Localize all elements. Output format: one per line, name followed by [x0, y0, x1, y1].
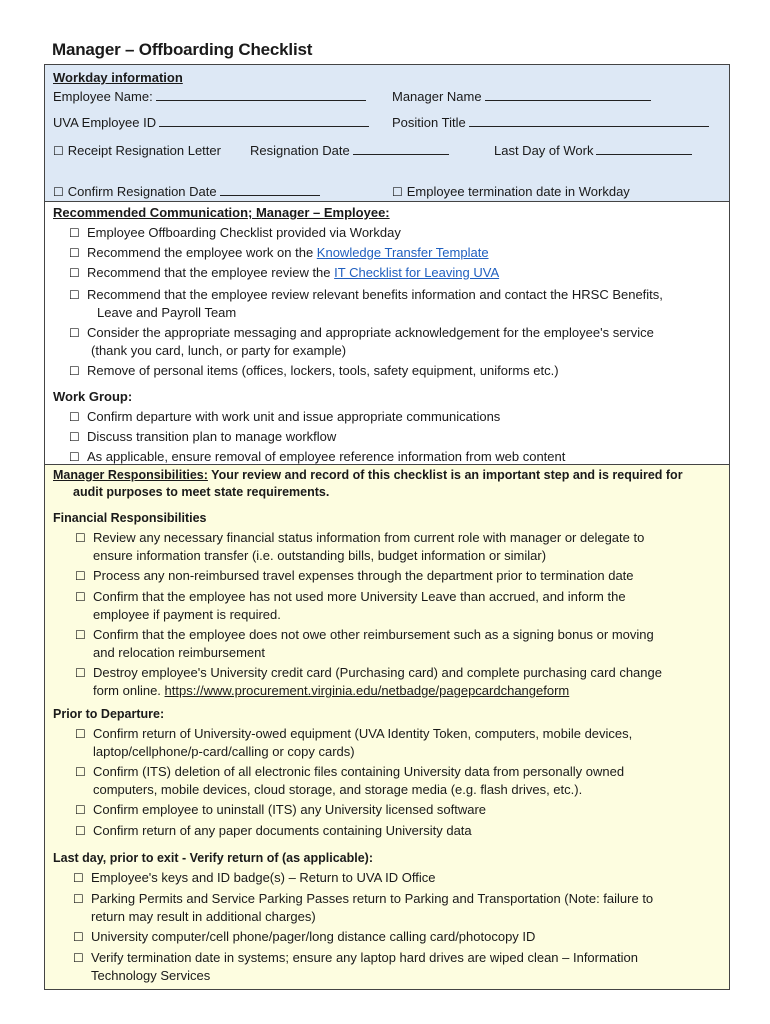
- list-item-text: Confirm return of any paper documents containing University data: [93, 823, 472, 838]
- list-item-text: Destroy employee's University credit card (Purchasing card) and complete purchasing card change: [93, 665, 662, 680]
- list-item-cont: employee if payment is required.: [93, 607, 281, 622]
- it-checklist-link[interactable]: IT Checklist for Leaving UVA: [334, 265, 500, 280]
- checkbox-icon[interactable]: ☐: [69, 326, 80, 340]
- checkbox-icon[interactable]: ☐: [69, 410, 80, 424]
- checkbox-icon[interactable]: ☐: [73, 892, 84, 906]
- manager-heading-cont: audit purposes to meet state requirements.: [73, 485, 330, 499]
- checkbox-icon[interactable]: ☐: [69, 430, 80, 444]
- list-item[interactable]: [73, 869, 721, 887]
- checkbox-icon[interactable]: ☐: [75, 590, 86, 604]
- list-item-text: Confirm return of University-owed equipment (UVA Identity Token, computers, mobile devices,: [93, 726, 633, 741]
- list-item-text: Review any necessary financial status information from current role with manager or delegate to: [93, 530, 645, 545]
- list-item[interactable]: ☐ Confirm departure with work unit and issue appropriate communications: [69, 409, 501, 424]
- checkbox-icon[interactable]: ☐: [392, 185, 403, 199]
- list-item-cont: form online. https://www.procurement.virginia.edu/netbadge/pagepcardchangeform: [93, 683, 570, 698]
- list-item-cont: and relocation reimbursement: [93, 645, 265, 660]
- checkbox-icon[interactable]: ☐: [69, 364, 80, 378]
- employee-name-field[interactable]: Employee Name:: [53, 89, 366, 104]
- checkbox-icon[interactable]: ☐: [69, 246, 80, 260]
- knowledge-transfer-link[interactable]: Knowledge Transfer Template: [316, 245, 489, 260]
- list-item-cont: laptop/cellphone/p-card/calling or copy cards): [93, 744, 355, 759]
- last-day-field[interactable]: Last Day of Work: [494, 143, 692, 158]
- list-item-text: Confirm that the employee has not used more University Leave than accrued, and inform the: [93, 589, 626, 604]
- position-title-field[interactable]: Position Title: [392, 115, 709, 130]
- receipt-letter-checkbox[interactable]: ☐ Receipt Resignation Letter: [53, 143, 221, 158]
- list-item[interactable]: [75, 801, 721, 819]
- financial-heading: Financial Responsibilities: [53, 511, 207, 525]
- checkbox-icon[interactable]: ☐: [73, 930, 84, 944]
- work-group-heading: Work Group:: [53, 389, 133, 404]
- checkbox-icon[interactable]: ☐: [75, 727, 86, 741]
- manager-heading: Manager Responsibilities: Your review and record of this checklist is an important step and is required for: [53, 468, 683, 482]
- checkbox-icon[interactable]: ☐: [75, 666, 86, 680]
- list-item-cont: return may result in additional charges): [91, 909, 316, 924]
- checkbox-icon[interactable]: ☐: [69, 450, 80, 464]
- checkbox-icon[interactable]: ☐: [73, 871, 84, 885]
- list-item[interactable]: [75, 529, 721, 564]
- list-item-text: Process any non-reimbursed travel expenses through the department prior to termination date: [93, 568, 634, 583]
- list-item-text: Confirm that the employee does not owe other reimbursement such as a signing bonus or moving: [93, 627, 654, 642]
- list-item[interactable]: [75, 763, 721, 798]
- list-item-cont: ensure information transfer (i.e. outstanding bills, budget information or similar): [93, 548, 547, 563]
- list-item-text: Confirm employee to uninstall (ITS) any University licensed software: [93, 802, 487, 817]
- checkbox-icon[interactable]: ☐: [53, 185, 64, 199]
- list-item-cont: Technology Services: [91, 968, 211, 983]
- list-item[interactable]: [75, 567, 721, 585]
- list-item[interactable]: [73, 928, 721, 946]
- manager-section: [45, 465, 729, 989]
- checkbox-icon[interactable]: ☐: [75, 803, 86, 817]
- checkbox-icon[interactable]: ☐: [75, 531, 86, 545]
- resignation-date-field[interactable]: Resignation Date: [250, 143, 449, 158]
- page-title: Manager – Offboarding Checklist: [52, 40, 313, 59]
- checkbox-icon[interactable]: ☐: [75, 628, 86, 642]
- list-item[interactable]: [75, 588, 721, 623]
- list-item[interactable]: [75, 626, 721, 661]
- list-item[interactable]: [75, 822, 721, 840]
- list-item-text: Parking Permits and Service Parking Passes return to Parking and Transportation (Note: failure to: [91, 891, 654, 906]
- checkbox-icon[interactable]: ☐: [75, 765, 86, 779]
- list-item[interactable]: ☐ Employee Offboarding Checklist provided via Workday: [69, 225, 401, 240]
- checkbox-icon[interactable]: ☐: [69, 266, 80, 280]
- list-item[interactable]: [75, 725, 721, 760]
- checkbox-icon[interactable]: ☐: [69, 226, 80, 240]
- list-item[interactable]: ☐ Recommend that the employee review the IT Checklist for Leaving UVA: [69, 265, 500, 280]
- last-day-heading: Last day, prior to exit - Verify return of (as applicable):: [53, 851, 373, 865]
- confirm-date-field[interactable]: ☐ Confirm Resignation Date: [53, 184, 320, 200]
- communication-heading: Recommended Communication; Manager – Employee:: [53, 205, 390, 220]
- list-item[interactable]: ☐ Recommend that the employee review relevant benefits information and contact the HRSC Benefits, Leave and Payroll Team: [69, 287, 663, 320]
- list-item[interactable]: ☐ Consider the appropriate messaging and appropriate acknowledgement for the employee's service (thank you card, lunch, or party for example): [69, 325, 654, 358]
- list-item[interactable]: [73, 949, 721, 984]
- checkbox-icon[interactable]: ☐: [75, 824, 86, 838]
- termination-date-checkbox[interactable]: ☐ Employee termination date in Workday: [392, 184, 630, 199]
- communication-section: [45, 202, 729, 465]
- list-item[interactable]: [75, 664, 721, 699]
- checklist-table: [44, 64, 730, 990]
- list-item-text: Employee's keys and ID badge(s) – Return to UVA ID Office: [91, 870, 436, 885]
- list-item[interactable]: [73, 890, 721, 925]
- checkbox-icon[interactable]: ☐: [53, 144, 64, 158]
- list-item[interactable]: ☐ Discuss transition plan to manage workflow: [69, 429, 337, 444]
- prior-heading: Prior to Departure:: [53, 707, 165, 721]
- list-item[interactable]: ☐ Remove of personal items (offices, lockers, tools, safety equipment, uniforms etc.): [69, 363, 559, 378]
- uva-id-field[interactable]: UVA Employee ID: [53, 115, 369, 130]
- workday-heading: Workday information: [53, 70, 183, 85]
- checkbox-icon[interactable]: ☐: [73, 951, 84, 965]
- list-item-text: Verify termination date in systems; ensure any laptop hard drives are wiped clean – Information: [91, 950, 639, 965]
- pcard-change-link[interactable]: https://www.procurement.virginia.edu/netbadge/pagepcardchangeform: [164, 683, 570, 698]
- list-item-text: University computer/cell phone/pager/long distance calling card/photocopy ID: [91, 929, 536, 944]
- workday-section: [45, 65, 729, 202]
- checkbox-icon[interactable]: ☐: [69, 288, 80, 302]
- list-item-cont: computers, mobile devices, cloud storage, and storage media (e.g. flash drives, etc.).: [93, 782, 583, 797]
- list-item-text: Confirm (ITS) deletion of all electronic files containing University data from personally owned: [93, 764, 625, 779]
- list-item[interactable]: ☐ Recommend the employee work on the Knowledge Transfer Template: [69, 245, 489, 260]
- list-item[interactable]: ☐ As applicable, ensure removal of employee reference information from web content: [69, 449, 566, 464]
- checkbox-icon[interactable]: ☐: [75, 569, 86, 583]
- manager-name-field[interactable]: Manager Name: [392, 89, 651, 104]
